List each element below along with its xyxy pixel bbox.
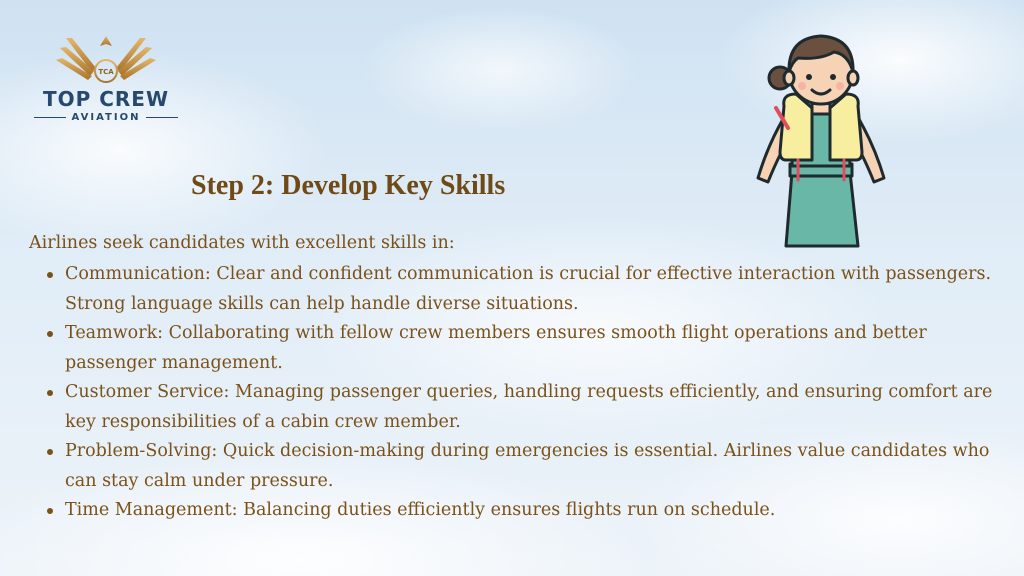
logo-subtitle-row xyxy=(34,111,178,123)
bullet-icon xyxy=(47,449,53,455)
skill-text: Teamwork: Collaborating with fellow crew members ensures smooth flight operations and better passenger management. xyxy=(65,323,927,373)
flight-attendant-icon xyxy=(750,14,892,250)
bullet-icon xyxy=(47,331,53,337)
wings-emblem-icon xyxy=(26,30,186,88)
skills-list xyxy=(65,260,1020,526)
page-title: Step 2: Develop Key Skills xyxy=(191,170,506,201)
emblem-text: TCA xyxy=(98,68,114,76)
intro-text: Airlines seek candidates with excellent skills in: xyxy=(29,233,455,253)
list-item xyxy=(65,260,1020,319)
list-item xyxy=(65,496,1020,526)
skill-text: Time Management: Balancing duties efficiently ensures flights run on schedule. xyxy=(65,500,776,520)
bullet-icon xyxy=(47,272,53,278)
skill-text: Problem-Solving: Quick decision-making during emergencies is essential. Airlines value candidates who can stay calm under pressure. xyxy=(65,441,990,491)
logo-subtitle: AVIATION xyxy=(71,111,141,123)
divider xyxy=(146,117,178,118)
skill-text: Customer Service: Managing passenger queries, handling requests efficiently, and ensuring comfort are key responsibilities of a cabin crew member. xyxy=(65,382,993,432)
bullet-icon xyxy=(47,390,53,396)
divider xyxy=(34,117,66,118)
logo-title: TOP CREW xyxy=(42,87,170,111)
company-logo xyxy=(26,30,186,125)
list-item xyxy=(65,319,1020,378)
skill-text: Communication: Clear and confident communication is crucial for effective interaction with passengers. Strong language skills can help handle diverse situations. xyxy=(65,264,992,314)
list-item xyxy=(65,378,1020,437)
list-item xyxy=(65,437,1020,496)
bullet-icon xyxy=(47,508,53,514)
